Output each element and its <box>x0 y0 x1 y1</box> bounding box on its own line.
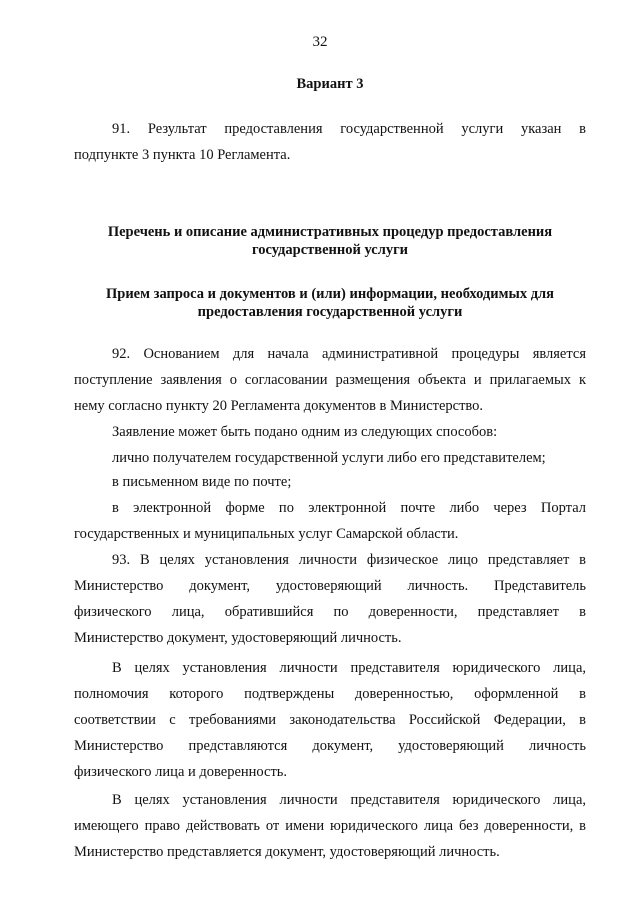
p91-line-1: 91. Результат предоставления государственной услуги указан в <box>112 121 586 137</box>
method-electronic-line-2: государственных и муниципальных услуг Самарской области. <box>74 526 459 542</box>
legal-rep-poa-line-4: Министерство представляются документ, удостоверяющий личность <box>74 738 586 754</box>
method-post: в письменном виде по почте; <box>112 474 292 490</box>
section-heading-line-1: Перечень и описание административных процедур предоставления <box>107 224 553 240</box>
legal-rep-poa-line-2: полномочия которого подтверждены доверенностью, оформленной в <box>74 686 586 702</box>
method-personal: лично получателем государственной услуги либо его представителем; <box>112 450 546 466</box>
legal-rep-nopoa-line-2: имеющего право действовать от имени юридического лица без доверенности, в <box>74 818 586 834</box>
p91-line-2: подпункте 3 пункта 10 Регламента. <box>74 147 291 163</box>
legal-rep-nopoa-line-3: Министерство представляется документ, удостоверяющий личность. <box>74 844 500 860</box>
page-number: 32 <box>312 34 328 50</box>
p93-line-4: Министерство документ, удостоверяющий личность. <box>74 630 402 646</box>
section-heading-line-2: государственной услуги <box>251 242 409 258</box>
methods-intro: Заявление может быть подано одним из следующих способов: <box>112 424 498 440</box>
p92-line-1: 92. Основанием для начала административной процедуры является <box>112 346 586 362</box>
p93-line-2: Министерство документ, удостоверяющий личность. Представитель <box>74 578 586 594</box>
p92-line-2: поступление заявления о согласовании размещения объекта и прилагаемых к <box>74 372 586 388</box>
variant-title: Вариант 3 <box>296 76 364 92</box>
p93-line-1: 93. В целях установления личности физическое лицо представляет в <box>112 552 586 568</box>
p93-line-3: физического лица, обратившийся по доверенности, представляет в <box>74 604 586 620</box>
p92-line-3: нему согласно пункту 20 Регламента документов в Министерство. <box>74 398 484 414</box>
legal-rep-poa-line-1: В целях установления личности представителя юридического лица, <box>112 660 586 676</box>
method-electronic-line-1: в электронной форме по электронной почте либо через Портал <box>112 500 586 516</box>
legal-rep-poa-line-5: физического лица и доверенность. <box>74 764 288 780</box>
subsection-heading-line-1: Прием запроса и документов и (или) информации, необходимых для <box>105 286 555 302</box>
legal-rep-nopoa-line-1: В целях установления личности представителя юридического лица, <box>112 792 586 808</box>
legal-rep-poa-line-3: соответствии с требованиями законодательства Российской Федерации, в <box>74 712 586 728</box>
subsection-heading-line-2: предоставления государственной услуги <box>197 304 463 320</box>
